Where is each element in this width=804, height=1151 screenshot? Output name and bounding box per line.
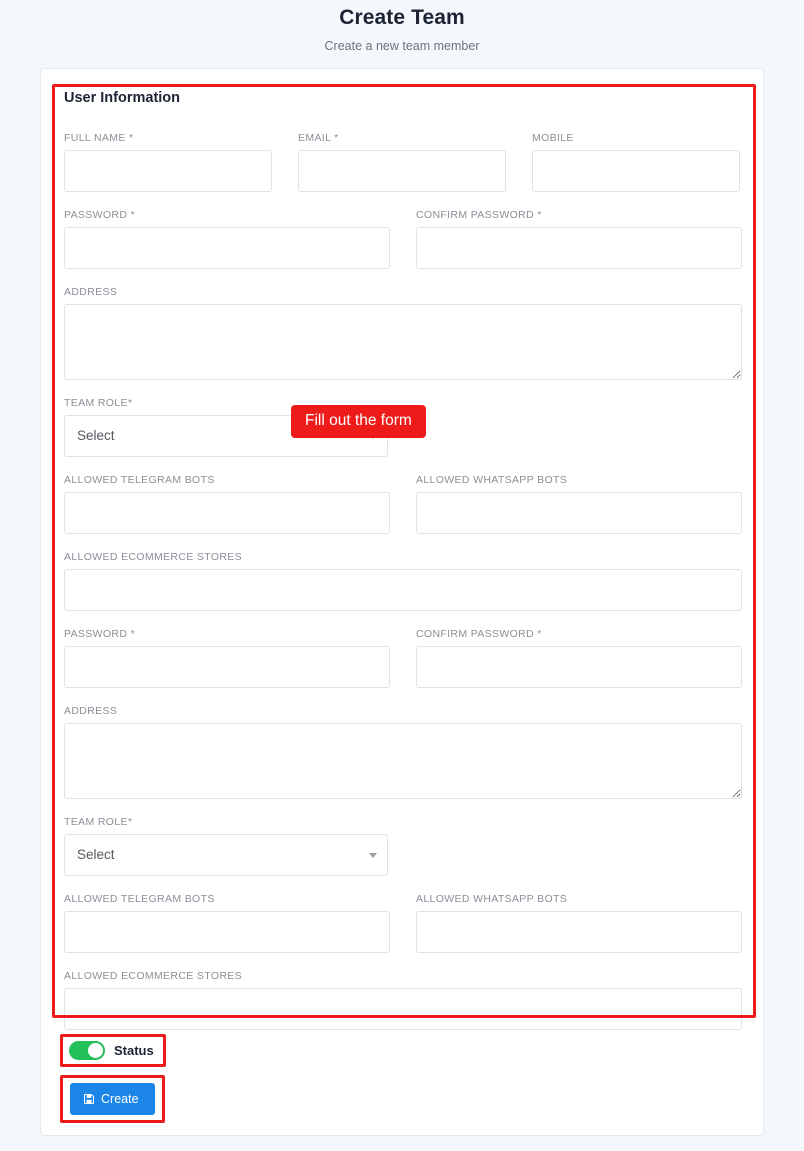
toggle-knob xyxy=(88,1043,103,1058)
row-name-email-mobile xyxy=(64,132,742,192)
whatsapp-bots-input-1[interactable] xyxy=(416,492,742,534)
field-password-2 xyxy=(64,628,390,688)
telegram-bots-label-2: ALLOWED TELEGRAM BOTS xyxy=(64,893,215,905)
team-role-select-1[interactable]: Select xyxy=(64,415,388,457)
page-header xyxy=(0,0,804,53)
telegram-bots-label-1: ALLOWED TELEGRAM BOTS xyxy=(64,474,215,486)
field-whatsapp-bots-2 xyxy=(416,893,742,953)
address-label-1: ADDRESS xyxy=(64,286,118,298)
create-button[interactable] xyxy=(70,1083,155,1115)
whatsapp-bots-label-2: ALLOWED WHATSAPP BOTS xyxy=(416,893,568,905)
status-toggle-group[interactable] xyxy=(60,1034,166,1067)
instruction-tooltip: Fill out the form xyxy=(291,405,426,438)
field-ecommerce-stores-2 xyxy=(64,970,742,1030)
row-password-1 xyxy=(64,209,742,269)
user-information-form xyxy=(64,90,742,1047)
team-role-select-2[interactable]: Select xyxy=(64,834,388,876)
section-title: User Information xyxy=(64,90,181,106)
field-password-1 xyxy=(64,209,390,269)
mobile-input[interactable] xyxy=(532,150,740,192)
confirm-password-label-2: CONFIRM PASSWORD * xyxy=(416,628,542,640)
row-password-2 xyxy=(64,628,742,688)
row-bots-1 xyxy=(64,474,742,534)
full-name-label: FULL NAME * xyxy=(64,132,134,144)
chevron-down-icon xyxy=(369,853,377,858)
page-title: Create Team xyxy=(339,6,465,29)
address-textarea-2[interactable] xyxy=(64,723,742,799)
field-whatsapp-bots-1 xyxy=(416,474,742,534)
row-address-1 xyxy=(64,286,742,380)
ecommerce-stores-label-2: ALLOWED ECOMMERCE STORES xyxy=(64,970,242,982)
ecommerce-stores-input-2[interactable] xyxy=(64,988,742,1030)
team-role-label-2: TEAM ROLE* xyxy=(64,816,133,828)
email-label: EMAIL * xyxy=(298,132,339,144)
field-team-role-2 xyxy=(64,816,742,876)
whatsapp-bots-label-1: ALLOWED WHATSAPP BOTS xyxy=(416,474,568,486)
field-address-1 xyxy=(64,286,742,380)
confirm-password-input-2[interactable] xyxy=(416,646,742,688)
ecommerce-stores-label-1: ALLOWED ECOMMERCE STORES xyxy=(64,551,242,563)
field-ecommerce-stores-1 xyxy=(64,551,742,611)
field-email xyxy=(298,132,506,192)
field-telegram-bots-1 xyxy=(64,474,390,534)
field-telegram-bots-2 xyxy=(64,893,390,953)
page-subtitle: Create a new team member xyxy=(324,39,480,53)
team-role-select-wrap-2[interactable] xyxy=(64,834,388,876)
mobile-label: MOBILE xyxy=(532,132,574,144)
create-button-highlight xyxy=(60,1075,165,1123)
field-full-name xyxy=(64,132,272,192)
field-mobile xyxy=(532,132,740,192)
status-toggle[interactable] xyxy=(69,1041,105,1060)
whatsapp-bots-input-2[interactable] xyxy=(416,911,742,953)
row-bots-2 xyxy=(64,893,742,953)
field-address-2 xyxy=(64,705,742,799)
password-input-2[interactable] xyxy=(64,646,390,688)
field-confirm-password-2 xyxy=(416,628,742,688)
address-label-2: ADDRESS xyxy=(64,705,118,717)
row-team-role-2 xyxy=(64,816,742,876)
field-confirm-password-1 xyxy=(416,209,742,269)
full-name-input[interactable] xyxy=(64,150,272,192)
telegram-bots-input-1[interactable] xyxy=(64,492,390,534)
row-ecommerce-stores-2 xyxy=(64,970,742,1030)
row-ecommerce-stores-1 xyxy=(64,551,742,611)
confirm-password-label-1: CONFIRM PASSWORD * xyxy=(416,209,542,221)
email-input[interactable] xyxy=(298,150,506,192)
confirm-password-input-1[interactable] xyxy=(416,227,742,269)
save-icon xyxy=(83,1093,95,1105)
password-label-1: PASSWORD * xyxy=(64,209,135,221)
ecommerce-stores-input-1[interactable] xyxy=(64,569,742,611)
team-role-label-1: TEAM ROLE* xyxy=(64,397,133,409)
address-textarea-1[interactable] xyxy=(64,304,742,380)
create-button-label: Create xyxy=(101,1092,139,1106)
password-label-2: PASSWORD * xyxy=(64,628,135,640)
telegram-bots-input-2[interactable] xyxy=(64,911,390,953)
password-input-1[interactable] xyxy=(64,227,390,269)
status-label: Status xyxy=(114,1043,154,1058)
row-address-2 xyxy=(64,705,742,799)
